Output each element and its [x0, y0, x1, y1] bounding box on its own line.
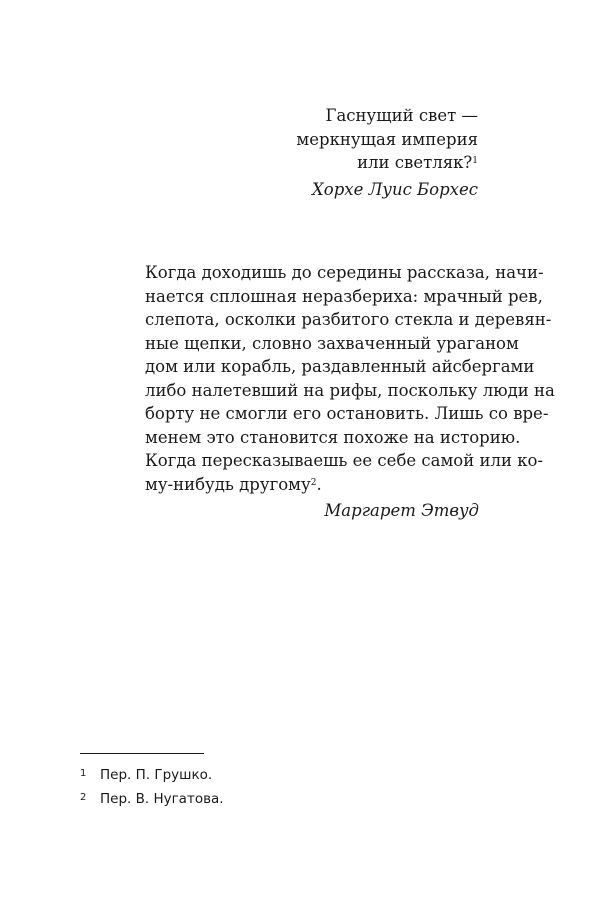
footnote-text: Пер. П. Грушко.	[100, 767, 213, 783]
paragraph-line: му-нибудь другому$^2$.	[145, 474, 322, 494]
epigraph-author-atwood: Маргарет Этвуд	[324, 501, 479, 520]
footnote-ref-2[interactable]: 2	[310, 477, 317, 488]
footnotes	[80, 763, 224, 811]
epigraph-line: Гаснущий свет —	[325, 106, 478, 125]
paragraph-line: нается сплошная неразбериха: мрачный рев,	[145, 286, 543, 306]
paragraph-line-text: му-нибудь другому	[145, 474, 311, 494]
footnote-divider	[80, 753, 204, 754]
paragraph-line: либо налетевший на рифы, поскольку люди на	[145, 380, 555, 400]
epigraph-author-borges: Хорхе Луис Борхес	[312, 179, 478, 199]
epigraph-line	[118, 151, 478, 175]
footnote-number: 2	[80, 792, 87, 803]
epigraph-borges	[118, 104, 478, 201]
epigraph-atwood	[145, 261, 555, 523]
paragraph-line: Когда пересказываешь ее себе самой или ко-	[145, 451, 544, 470]
footnote-item	[80, 787, 224, 811]
footnote-text: Пер. В. Нугатова.	[100, 791, 224, 807]
paragraph-line: дом или корабль, раздавленный айсбергами	[145, 357, 535, 376]
epigraph-line: меркнущая империя	[296, 129, 478, 149]
paragraph-line: ные щепки, словно захваченный ураганом	[145, 333, 519, 353]
paragraph-line: борту не смогли его остановить. Лишь со вре-	[145, 404, 549, 423]
paragraph-line: слепота, осколки разбитого стекла и деревян-	[145, 310, 552, 329]
epigraph-line-text: или светляк?	[357, 153, 473, 172]
footnote-number: 1	[80, 768, 87, 779]
paragraph-line: менем это становится похоже на историю.	[145, 427, 521, 447]
footnote-ref-1[interactable]: 1	[472, 156, 478, 166]
footnote-item	[80, 763, 224, 787]
paragraph-line: Когда доходишь до середины рассказа, начи-	[145, 263, 544, 282]
